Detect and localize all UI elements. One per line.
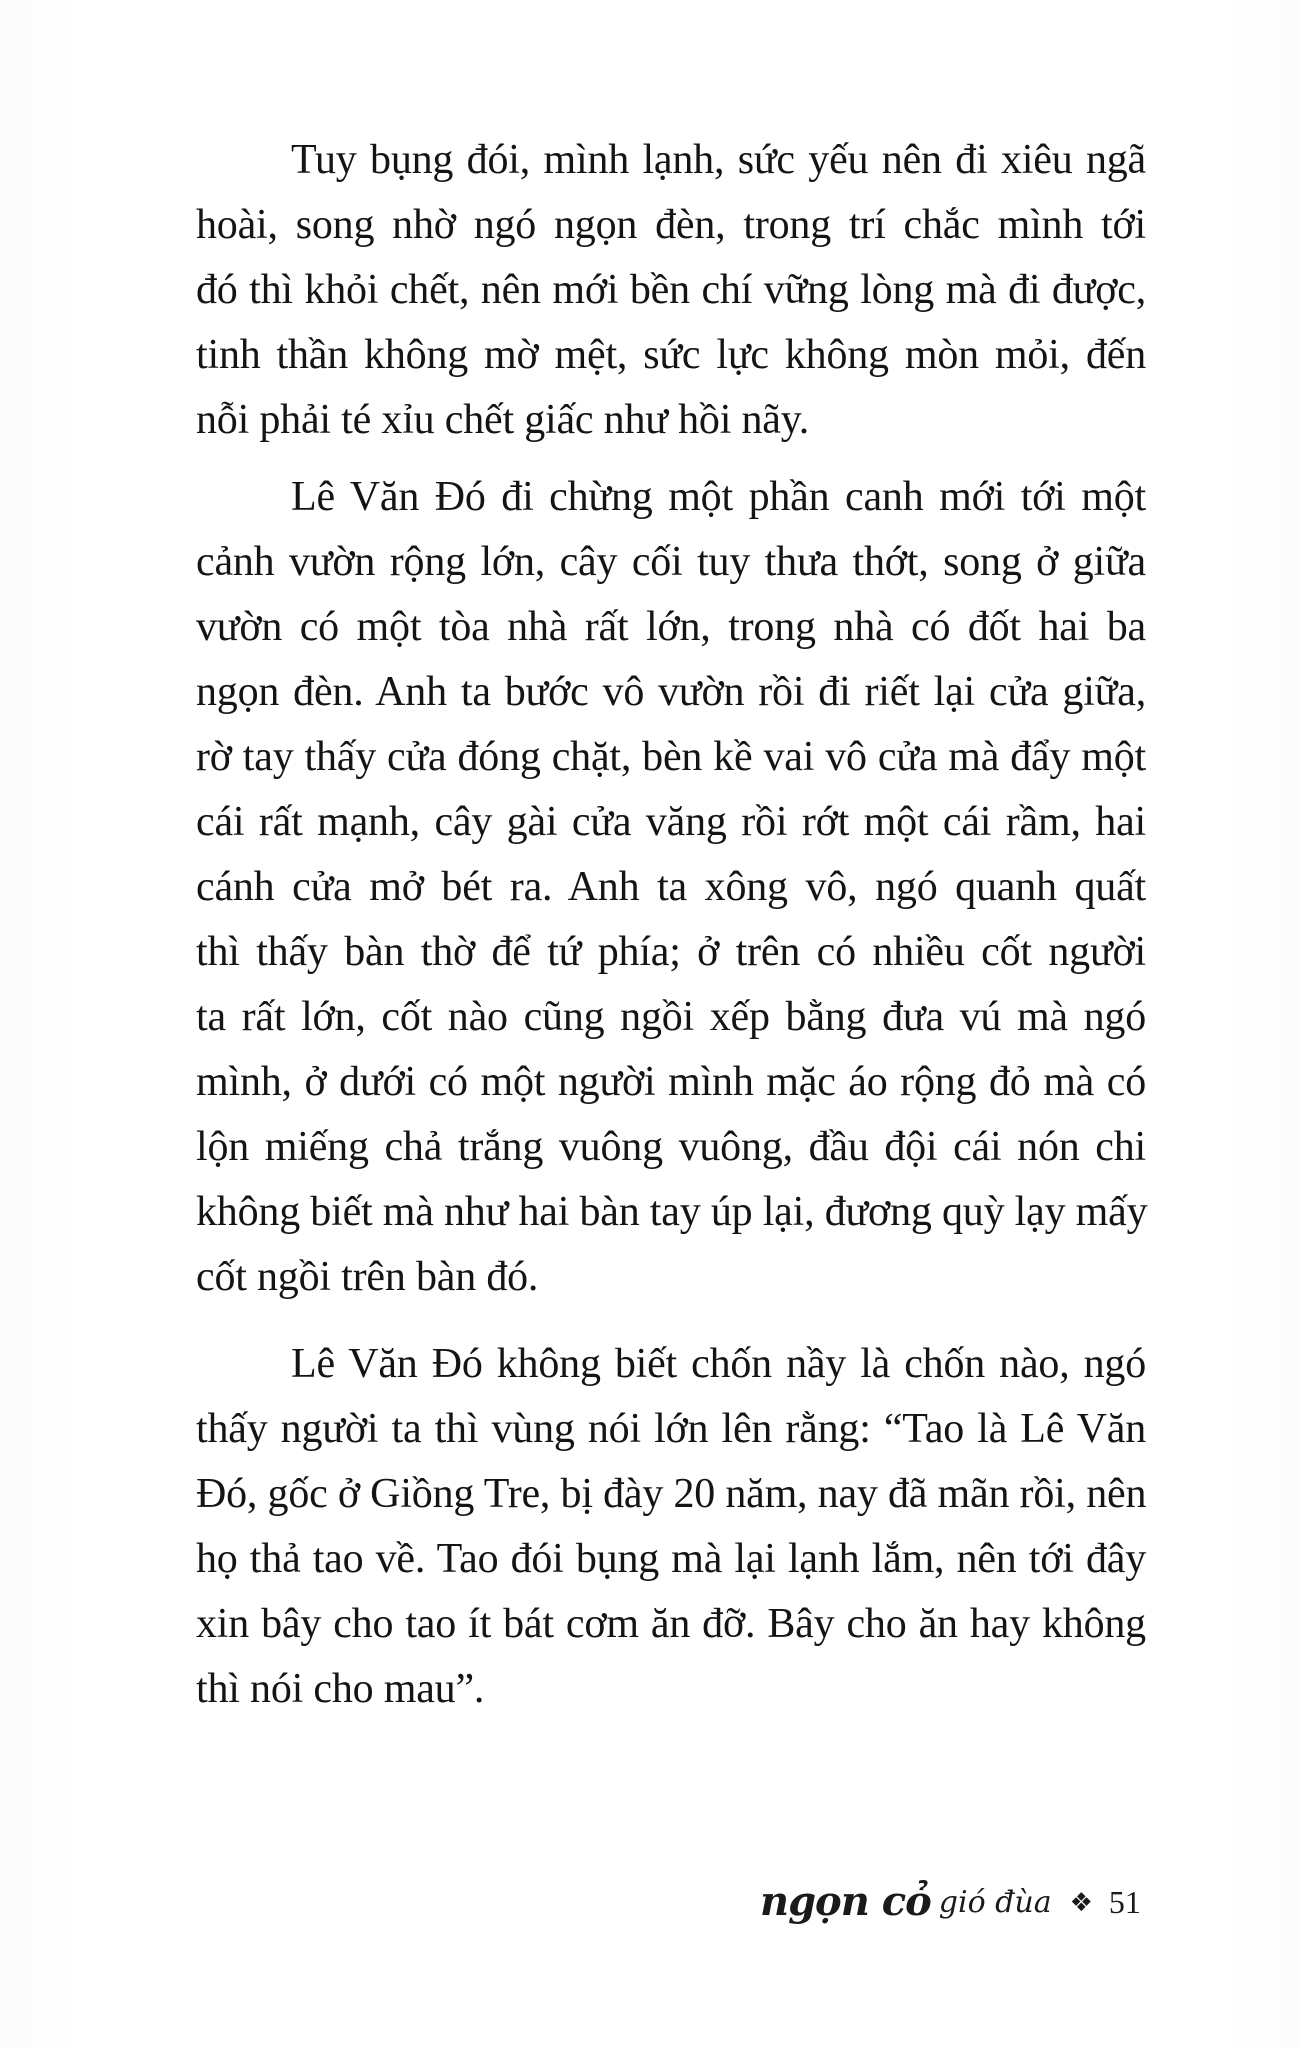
text-line: cốt ngồi trên bàn đó. [196,1254,539,1300]
text-line: cảnh vườn rộng lớn, cây cối tuy thưa thớt, song ở giữa [196,539,1146,585]
text-line: cái rất mạnh, cây gài cửa văng rồi rớt một cái rầm, hai [196,799,1146,845]
text-line: họ thả tao về. Tao đói bụng mà lại lạnh lắm, nên tới đây [196,1536,1146,1582]
diamond-ornament-icon: ❖ [1069,1888,1093,1918]
book-title-bold: ngọn cỏ [760,1878,931,1925]
text-line: đó thì khỏi chết, nên mới bền chí vững lòng mà đi được, [196,267,1146,313]
text-line: không biết mà như hai bàn tay úp lại, đương quỳ lạy mấy [196,1189,1148,1235]
page-number: 51 [1108,1884,1141,1920]
book-title-script: gió đùa [938,1885,1052,1920]
text-line: Lê Văn Đó đi chừng một phần canh mới tới một [291,474,1146,520]
paragraph-1 [196,128,1146,453]
text-line: xin bây cho tao ít bát cơm ăn đỡ. Bây cho ăn hay không [196,1601,1146,1647]
text-line: Tuy bụng đói, mình lạnh, sức yếu nên đi xiêu ngã [291,137,1146,183]
text-line: thì nói cho mau”. [196,1666,485,1712]
text-line: rờ tay thấy cửa đóng chặt, bèn kề vai vô cửa mà đẩy một [196,734,1146,780]
text-line: Lê Văn Đó không biết chốn nầy là chốn nào, ngó [291,1341,1146,1387]
text-line: ngọn đèn. Anh ta bước vô vườn rồi đi riết lại cửa giữa, [196,669,1146,715]
text-line: tinh thần không mờ mệt, sức lực không mòn mỏi, đến [196,332,1146,378]
running-footer [760,1862,1141,1925]
text-line: Đó, gốc ở Giồng Tre, bị đày 20 năm, nay đã mãn rồi, nên [196,1471,1147,1517]
text-line: nỗi phải té xỉu chết giấc như hồi nãy. [196,397,810,443]
text-line: hoài, song nhờ ngó ngọn đèn, trong trí chắc mình tới [196,202,1146,248]
text-line: thì thấy bàn thờ để tứ phía; ở trên có nhiều cốt người [196,929,1146,975]
text-line: mình, ở dưới có một người mình mặc áo rộng đỏ mà có [196,1059,1146,1105]
text-line: vườn có một tòa nhà rất lớn, trong nhà có đốt hai ba [196,604,1146,650]
paragraph-2 [196,465,1146,1310]
text-line: lộn miếng chả trắng vuông vuông, đầu đội cái nón chi [196,1124,1146,1170]
text-line: cánh cửa mở bét ra. Anh ta xông vô, ngó quanh quất [196,864,1146,910]
text-line: ta rất lớn, cốt nào cũng ngồi xếp bằng đưa vú mà ngó [196,994,1146,1040]
paragraph-3 [196,1332,1146,1722]
text-line: thấy người ta thì vùng nói lớn lên rằng: “Tao là Lê Văn [196,1406,1146,1452]
